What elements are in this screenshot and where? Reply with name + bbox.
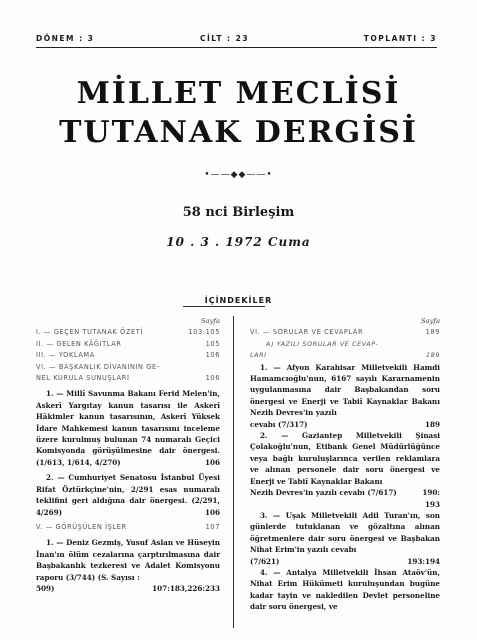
toc-entry-tail: cevabı (7/317) — [250, 419, 308, 429]
page-column-label: Sayfa — [200, 317, 220, 325]
toc-subsection-label[interactable]: A) YAZILI SORULAR VE CEVAP- — [266, 339, 379, 348]
toc-section-label: V. — GÖRÜŞÜLEN İŞLER — [36, 522, 127, 531]
header-rule — [36, 47, 437, 48]
toc-entry-tail: Nezih Devres'in yazılı cevabı (7/617) — [250, 488, 397, 498]
volume-label: CİLT : 23 — [200, 34, 250, 43]
toc-entry-end — [250, 419, 440, 430]
toc-section-label: VI. — BAŞKANLIK DİVANININ GE- — [36, 362, 160, 371]
toc-section-label: NEL KURULA SUNUŞLARI — [36, 374, 130, 383]
toc-page-number: 106 — [205, 351, 220, 360]
toc-page-number: 106 — [204, 457, 220, 467]
toc-page-number: 105 — [205, 339, 220, 348]
toc-section[interactable] — [250, 327, 440, 338]
column-divider — [233, 316, 234, 628]
toc-section[interactable] — [36, 362, 220, 373]
toc-entry[interactable]: 3. — Uşak Milletvekili Adil Turan'ın, son günlerde tutuklanan ve gözaltına alınan öğretmenlere dair soru önergesi ve Başbakan Nihat Erim'in yazılı cevabı — [250, 510, 440, 555]
toc-entry[interactable]: 1. — Millî Savunma Bakanı Ferid Melen'in, Askerî Yargıtay kanun tasarısı ile Askerî Hâkimler kanun tasarısının, Askerî Yüksek İdare Mahkemesi kanun tasarısını inceleme üzere kurulmuş bulunan 74 numaralı Geçici Komisyonda görüşülmesine dair önergesi. (1/613, 1/614, 4/270) — [36, 389, 220, 467]
toc-section[interactable] — [36, 373, 220, 384]
toc-left-column — [36, 316, 220, 594]
toc-right-column — [250, 316, 440, 613]
toc-entry-end — [36, 583, 220, 594]
toc-entry[interactable]: 2. — Cumhuriyet Senatosu İstanbul Üyesi Rifat Öztürkçine'nin, 2/291 esas numaralı teklifini geri aldığına dair önergesi. (2/291, 4/269) — [36, 473, 220, 517]
term-label: DÖNEM : 3 — [36, 34, 95, 43]
toc-section[interactable] — [36, 350, 220, 361]
toc-page-number: 189 — [426, 351, 440, 360]
page-column-label: Sayfa — [420, 317, 440, 325]
ornament-divider: •——◆◆——• — [204, 170, 273, 180]
toc-page-number: 107 — [205, 522, 220, 531]
toc-section-label: II. — GELEN KÂĞITLAR — [36, 339, 122, 348]
toc-page-number: 189 — [424, 419, 440, 429]
toc-entry[interactable]: 1. — Deniz Gezmiş, Yusuf Aslan ve Hüseyin İnan'ın ölüm cezalarına çarptırılmasına dair Başbakanlık tezkeresi ve Adalet Komisyonu raporu (3/744) (S. Sayısı : — [36, 538, 220, 582]
toc-entry-tail: 509) — [36, 583, 55, 593]
toc-entry[interactable]: 1. — Afyon Karahisar Milletvekili Hamdi Hamamcıoğlu'nun, 6167 sayılı Kararnamenin uygulanmasına dair Başbakandan soru önergesi ve Enerji ve Tabiî Kaynaklar Bakanı Nezih Devres'in yazılı — [250, 362, 440, 418]
toc-page-number: 193 — [424, 499, 440, 509]
toc-entry-end — [250, 556, 440, 567]
toc-heading-rule — [183, 306, 265, 307]
toc-page-number: 103:105 — [188, 328, 220, 337]
toc-section-label: III. — YOKLAMA — [36, 351, 95, 360]
toc-section-label: VI. — SORULAR VE CEVAPLAR — [250, 328, 364, 337]
toc-page-number: 190: — [422, 488, 440, 498]
toc-entry-end — [250, 487, 440, 498]
toc-page-number: 107:183,226:233 — [152, 583, 220, 593]
toc-section[interactable] — [36, 339, 220, 350]
session-date: 10 . 3 . 1972 Cuma — [166, 235, 311, 249]
toc-heading: İÇİNDEKİLER — [204, 296, 273, 305]
toc-entry[interactable]: 4. — Antalya Milletvekili İhsan Ataöv'ün, Nihat Erim Hükümeti kuruluşundan bugüne kadar tayin ve nakledilen Devlet personeline dair soru önergesi, ve — [250, 567, 440, 612]
toc-page-number: 189 — [425, 328, 440, 337]
document-title-line1: MİLLET MECLİSİ — [76, 76, 401, 111]
document-title-line2: TUTANAK DERGİSİ — [59, 115, 418, 150]
toc-page-number: 106 — [205, 374, 220, 383]
toc-subsection — [250, 350, 440, 361]
toc-entry[interactable]: 2. — Gaziantep Milletvekili Şinasi Çolakoğlu'nun, Etibank Genel Müdürlüğünce veya bağlı kuruluşlarınca verilen reklamlara ve alınan personele dair soru önergesi ve Enerji ve Tabiî Kaynaklar Bakanı — [250, 431, 440, 486]
toc-page-number: 106 — [204, 507, 220, 517]
toc-subsection-label-cont: LARI — [250, 351, 267, 360]
toc-section[interactable] — [36, 522, 220, 533]
meeting-label: TOPLANTI : 3 — [363, 34, 437, 43]
toc-section[interactable] — [36, 327, 220, 338]
session-label: 58 nci Birleşim — [182, 205, 295, 220]
toc-entry-tail: (7/621) — [250, 556, 280, 566]
toc-section-label: I. — GEÇEN TUTANAK ÖZETİ — [36, 328, 143, 337]
toc-page-number: 193:194 — [407, 556, 440, 566]
